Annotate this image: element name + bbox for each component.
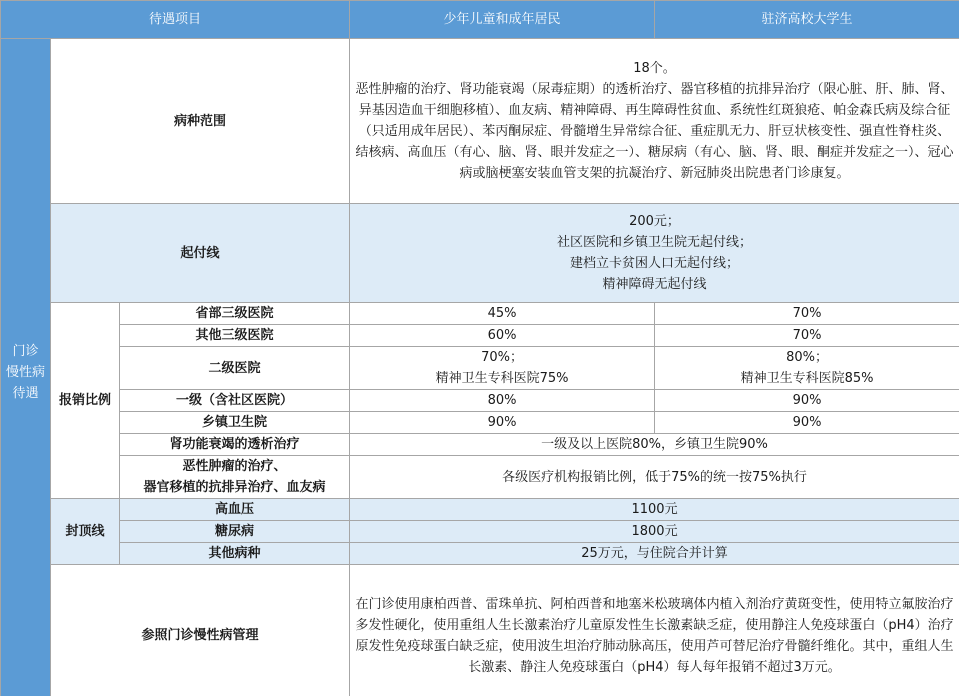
reimb-item: 二级医院 <box>120 347 350 390</box>
row-reimb-secondary <box>1 347 959 390</box>
row-reimb-provincial <box>1 303 959 325</box>
header-residents: 少年儿童和成年居民 <box>350 1 655 39</box>
row-disease-scope <box>1 39 959 204</box>
reimb-item: 一级（含社区医院） <box>120 390 350 412</box>
reimb-shared: 一级及以上医院80%，乡镇卫生院90% <box>350 434 959 456</box>
row-reimb-cancer <box>1 456 959 499</box>
header-item: 待遇项目 <box>1 1 350 39</box>
disease-list: 恶性肿瘤的治疗、肾功能衰竭（尿毒症期）的透析治疗、器官移植的抗排异治疗（限心脏、肝、肺、肾、异基因造血干细胞移植）、血友病、精神障碍、再生障碍性贫血、系统性红斑狼疮、帕金森氏病及综合征（只适用成年居民）、苯丙酮尿症、骨髓增生异常综合征、重症肌无力、肝豆状核变性、强直性脊柱炎、结核病、高血压（有心、脑、肾、眼并发症之一）、糖尿病（有心、脑、肾、眼、酮症并发症之一）、冠心病或脑梗塞安装血管支架的抗凝治疗、新冠肺炎出院患者门诊康复。 <box>355 82 954 181</box>
cap-value: 25万元，与住院合并计算 <box>350 543 959 565</box>
row-reimb-dialysis <box>1 434 959 456</box>
reimb-item: 乡镇卫生院 <box>120 412 350 434</box>
cap-item: 其他病种 <box>120 543 350 565</box>
reimb-item: 肾功能衰竭的透析治疗 <box>120 434 350 456</box>
reimb-item: 其他三级医院 <box>120 325 350 347</box>
row-cap-diabetes <box>1 521 959 543</box>
cap-label: 封顶线 <box>51 499 120 565</box>
reimb-residents: 70%； 精神卫生专科医院75% <box>350 347 655 390</box>
row-reimb-township <box>1 412 959 434</box>
cap-value: 1100元 <box>350 499 959 521</box>
reference-label: 参照门诊慢性病管理 <box>51 565 350 696</box>
row-cap-other <box>1 543 959 565</box>
reimb-shared: 各级医疗机构报销比例，低于75%的统一按75%执行 <box>350 456 959 499</box>
cap-item: 糖尿病 <box>120 521 350 543</box>
reimb-students: 70% <box>655 325 959 347</box>
disease-count: 18个。 <box>633 61 676 76</box>
reimb-students: 80%； 精神卫生专科医院85% <box>655 347 959 390</box>
header-row <box>1 1 959 39</box>
reimb-residents: 45% <box>350 303 655 325</box>
reimb-students: 90% <box>655 412 959 434</box>
deductible-label: 起付线 <box>51 204 350 303</box>
cap-value: 1800元 <box>350 521 959 543</box>
header-students: 驻济高校大学生 <box>655 1 959 39</box>
reimb-students: 70% <box>655 303 959 325</box>
reimb-residents: 90% <box>350 412 655 434</box>
row-reimb-primary <box>1 390 959 412</box>
row-deductible <box>1 204 959 303</box>
row-reference <box>1 565 959 696</box>
reimbursement-label: 报销比例 <box>51 303 120 499</box>
reimb-students: 90% <box>655 390 959 412</box>
reimb-residents: 80% <box>350 390 655 412</box>
reimb-item: 恶性肿瘤的治疗、 器官移植的抗排异治疗、血友病 <box>120 456 350 499</box>
disease-scope-value <box>350 39 959 204</box>
deductible-value: 200元； 社区医院和乡镇卫生院无起付线； 建档立卡贫困人口无起付线； 精神障碍无起付线 <box>350 204 959 303</box>
reimb-residents: 60% <box>350 325 655 347</box>
row-cap-hypertension <box>1 499 959 521</box>
cap-item: 高血压 <box>120 499 350 521</box>
reimb-item: 省部三级医院 <box>120 303 350 325</box>
section-label: 门诊 慢性病 待遇 <box>1 39 51 696</box>
disease-scope-label: 病种范围 <box>51 39 350 204</box>
row-reimb-other-tertiary <box>1 325 959 347</box>
reference-value: 在门诊使用康柏西普、雷珠单抗、阿柏西普和地塞米松玻璃体内植入剂治疗黄斑变性，使用特立氟胺治疗多发性硬化，使用重组人生长激素治疗儿童原发性生长激素缺乏症，使用静注人免疫球蛋白（pH4）治疗原发性免疫球蛋白缺乏症，使用波生坦治疗肺动脉高压，使用芦可替尼治疗骨髓纤维化。其中，重组人生长激素、静注人免疫球蛋白（pH4）每人每年报销不超过3万元。 <box>350 565 959 696</box>
